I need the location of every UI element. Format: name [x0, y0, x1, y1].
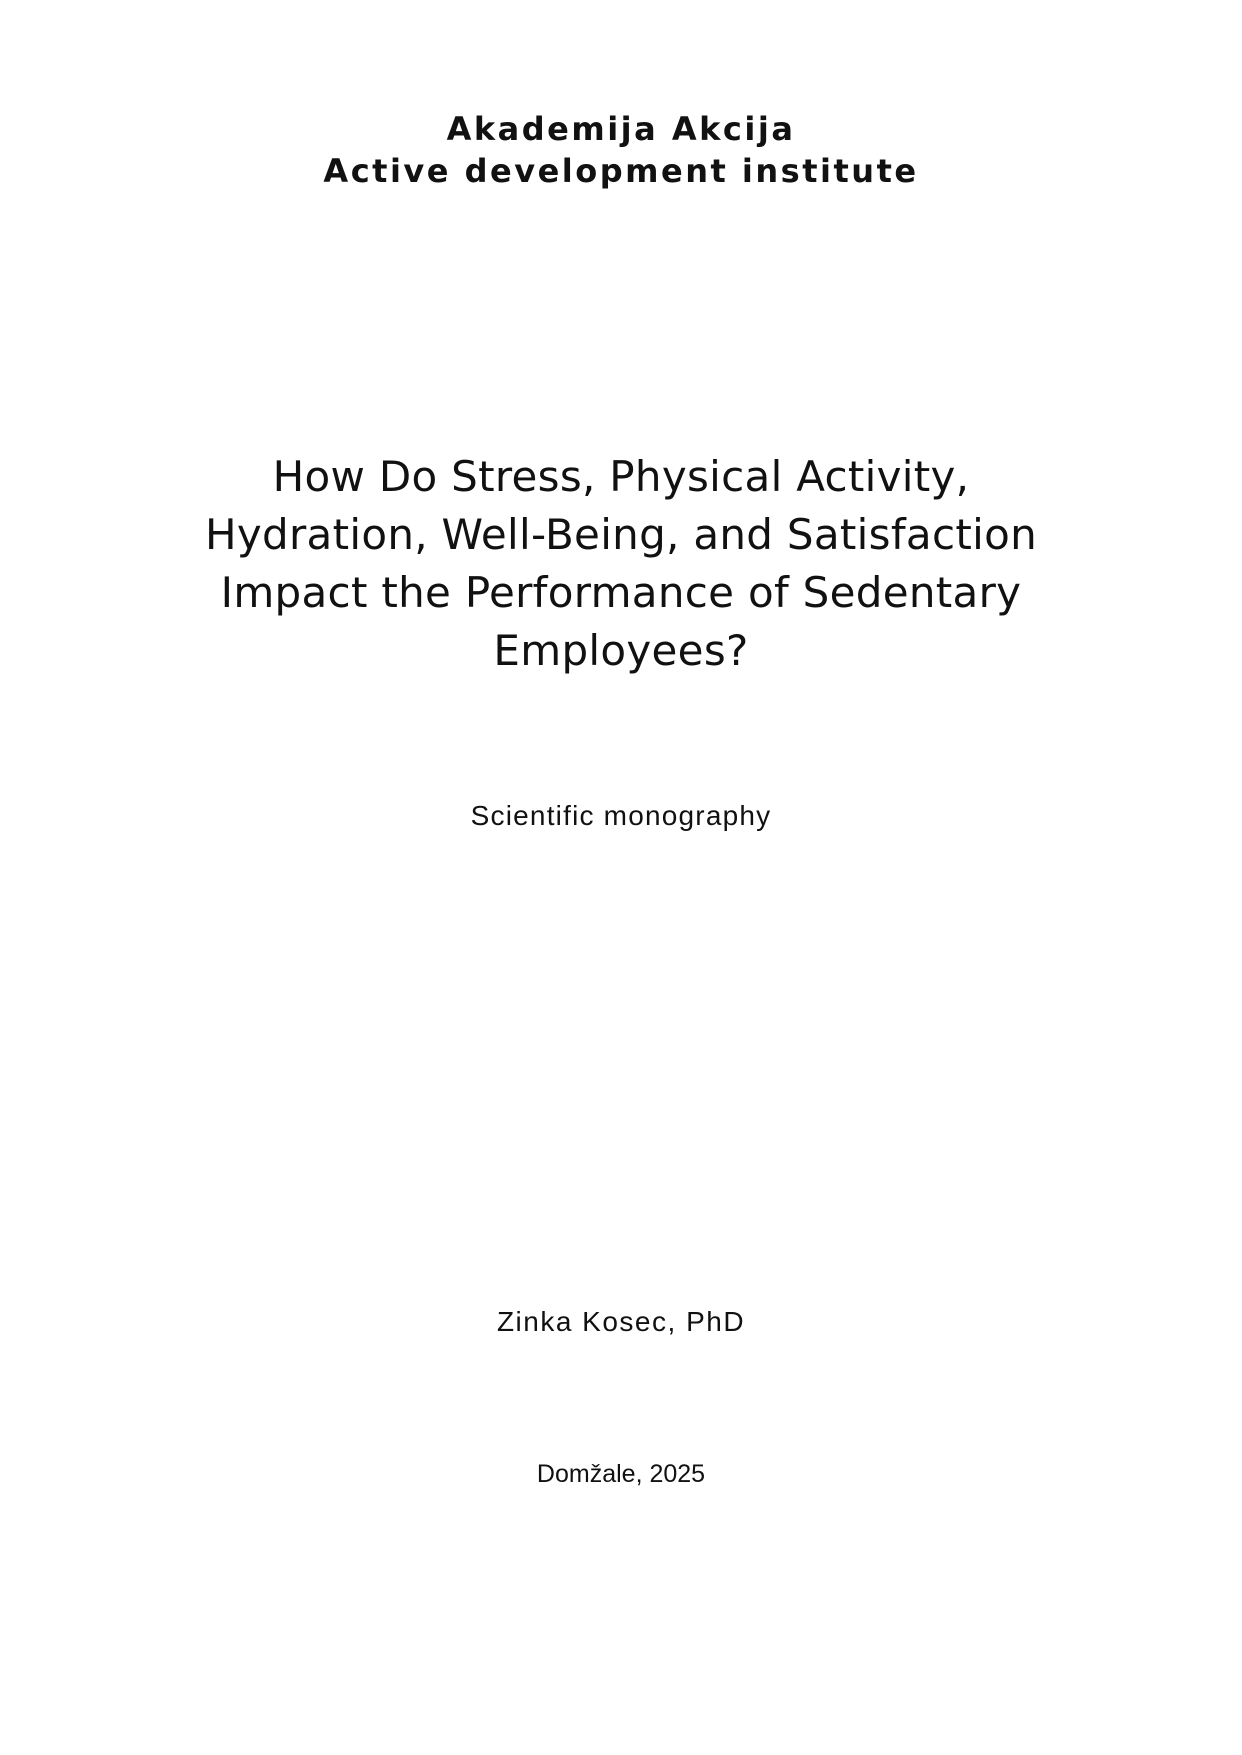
- place-and-year: Domžale, 2025: [536, 1460, 706, 1488]
- book-title-line-1: How Do Stress, Physical Activity,: [272, 452, 970, 501]
- institution-subtitle: Active development institute: [323, 152, 919, 190]
- institution-name: Akademija Akcija: [446, 110, 796, 148]
- book-title-line-3: Impact the Performance of Sedentary: [220, 568, 1022, 617]
- book-title-line-4: Employees?: [493, 626, 749, 675]
- book-title-line-2: Hydration, Well-Being, and Satisfaction: [204, 510, 1037, 559]
- author-name: Zinka Kosec, PhD: [496, 1306, 746, 1337]
- publication-type: Scientific monography: [470, 800, 772, 831]
